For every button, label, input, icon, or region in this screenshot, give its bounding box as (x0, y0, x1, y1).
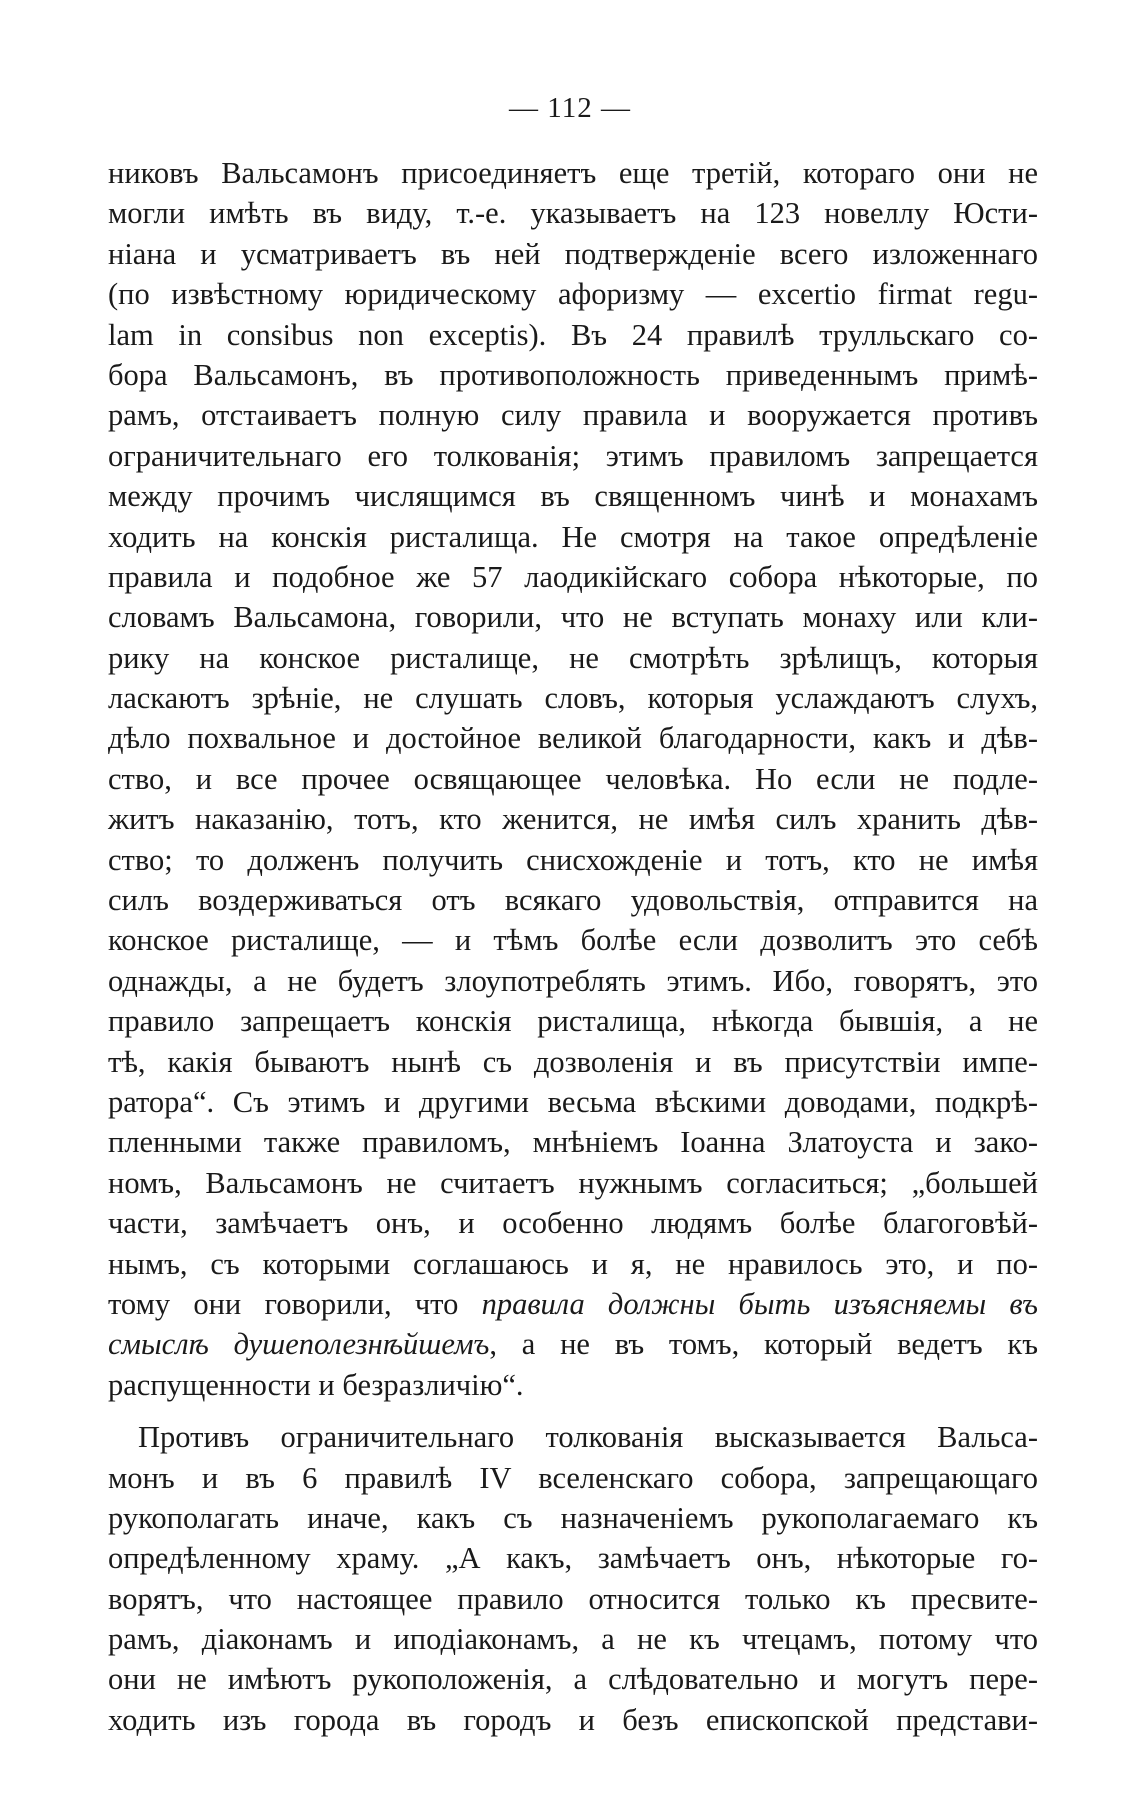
text-line (108, 1700, 1038, 1740)
text-run: ворятъ, что настоящее правило относится только къ пресвите- (108, 1581, 1038, 1616)
text-line (108, 1122, 1038, 1162)
text-line (108, 1001, 1038, 1041)
text-line (108, 759, 1038, 799)
paragraph-gap (108, 1405, 1038, 1417)
text-run: правило запрещаетъ конскія ристалища, нѣкогда бывшія, а не (108, 1004, 1038, 1039)
text-line (108, 920, 1038, 960)
text-line (108, 1082, 1038, 1122)
text-line (108, 1365, 1038, 1405)
text-run: опредѣленному храму. „А какъ, замѣчаетъ онъ, нѣкоторые го- (108, 1541, 1038, 1576)
text-line (108, 1163, 1038, 1203)
text-line (108, 1458, 1038, 1498)
text-line (108, 153, 1038, 193)
text-run: силъ воздерживаться отъ всякаго удовольствія, отправится на (108, 883, 1038, 918)
text-run: нымъ, съ которыми соглашаюсь и я, не нравилось это, и по- (108, 1246, 1038, 1281)
italic-phrase: правила должны быть изъясняемы въ (481, 1286, 1038, 1321)
text-run: пленными также правиломъ, мнѣніемъ Іоанна Златоуста и зако- (108, 1125, 1038, 1160)
text-run: никовъ Вальсамонъ присоединяетъ еще третій, котораго они не (108, 156, 1038, 190)
text-line (108, 840, 1038, 880)
body-text (108, 153, 1038, 1740)
text-line (108, 597, 1038, 637)
text-line (108, 799, 1038, 839)
text-line (108, 234, 1038, 274)
text-line (108, 1538, 1038, 1578)
text-run: они не имѣютъ рукоположенія, а слѣдовательно и могутъ пере- (108, 1662, 1038, 1697)
text-line (108, 638, 1038, 678)
text-line (108, 436, 1038, 476)
text-line (108, 1579, 1038, 1619)
text-line (108, 678, 1038, 718)
page-number: — 112 — (509, 92, 631, 124)
text-run: части, замѣчаетъ онъ, и особенно людямъ болѣе благоговѣй- (108, 1206, 1038, 1241)
text-run: могли имѣть въ виду, т.-е. указываетъ на 123 новеллу Юсти- (108, 196, 1038, 231)
text-run: рамъ, отстаиваетъ полную силу правила и вооружается противъ (108, 398, 1038, 433)
text-line (108, 193, 1038, 233)
text-line (108, 1619, 1038, 1659)
text-run: тѣ, какія бываютъ нынѣ съ дозволенія и въ присутствіи импе- (108, 1044, 1038, 1079)
text-line (108, 961, 1038, 1001)
text-run: рукополагать иначе, какъ съ назначеніемъ рукополагаемаго къ (108, 1500, 1038, 1535)
text-run: ратора“. Съ этимъ и другими весьма вѣскими доводами, подкрѣ- (108, 1084, 1038, 1119)
text-line (108, 476, 1038, 516)
text-line (108, 1203, 1038, 1243)
text-line (108, 274, 1038, 314)
text-line (108, 1284, 1038, 1324)
text-run: житъ наказанію, тотъ, кто женится, не имѣя силъ хранить дѣв- (108, 802, 1038, 837)
text-line (108, 315, 1038, 355)
text-line (108, 557, 1038, 597)
text-run: lam in consibus non exceptis). Въ 24 правилѣ трулльскаго со- (108, 317, 1038, 352)
text-run: ходить изъ города въ городъ и безъ епископской представи- (108, 1702, 1038, 1737)
text-line (108, 1417, 1038, 1457)
text-line (108, 1659, 1038, 1699)
text-line (108, 1498, 1038, 1538)
text-run: распущенности и безразличію“. (108, 1367, 524, 1402)
text-run: тому они говорили, что (108, 1286, 482, 1321)
text-run: словамъ Вальсамона, говорили, что не вступать монаху или кли- (108, 600, 1038, 635)
text-run: номъ, Вальсамонъ не считаетъ нужнымъ согласиться; „большей (108, 1165, 1038, 1200)
text-run: однажды, а не будетъ злоупотреблять этимъ. Ибо, говорятъ, это (108, 963, 1038, 998)
text-run: ство; то долженъ получить снисхожденіе и тотъ, кто не имѣя (108, 842, 1038, 877)
text-line (108, 355, 1038, 395)
text-run: ласкаютъ зрѣніе, не слушать словъ, которыя услаждаютъ слухъ, (108, 681, 1038, 716)
text-line (108, 1042, 1038, 1082)
text-run: ніана и усматриваетъ въ ней подтвержденіе всего изложеннаго (108, 236, 1038, 271)
text-run: правила и подобное же 57 лаодикійскаго собора нѣкоторые, по (108, 559, 1038, 594)
text-run: дѣло похвальное и достойное великой благодарности, какъ и дѣв- (108, 721, 1038, 756)
text-run: ство, и все прочее освящающее человѣка. Но если не подле- (108, 761, 1038, 796)
text-line (108, 880, 1038, 920)
text-run: Противъ ограничительнаго толкованія высказывается Вальса- (138, 1420, 1038, 1455)
text-run: рику на конское ристалище, не смотрѣть зрѣлищъ, которыя (108, 640, 1038, 675)
text-run: между прочимъ числящимся въ священномъ чинѣ и монахамъ (108, 479, 1038, 514)
text-run: монъ и въ 6 правилѣ IV вселенскаго собора, запрещающаго (108, 1460, 1038, 1495)
text-line (108, 517, 1038, 557)
text-run: ограничительнаго его толкованія; этимъ правиломъ запрещается (108, 438, 1038, 473)
text-line (108, 395, 1038, 435)
text-run: , а не въ томъ, который ведетъ къ (489, 1327, 1038, 1362)
italic-phrase: смыслѣ душеполезнѣйшемъ (108, 1327, 490, 1362)
text-line (108, 1324, 1038, 1364)
text-run: ходить на конскія ристалища. Не смотря на такое опредѣленіе (108, 519, 1038, 554)
text-line (108, 1244, 1038, 1284)
text-run: бора Вальсамонъ, въ противоположность приведеннымъ примѣ- (108, 357, 1038, 392)
text-run: конское ристалище, — и тѣмъ болѣе если дозволитъ это себѣ (108, 923, 1038, 958)
text-line (108, 718, 1038, 758)
text-run: (по извѣстному юридическому афоризму — excertio firmat regu- (108, 277, 1038, 312)
text-run: рамъ, діаконамъ и иподіаконамъ, а не къ чтецамъ, потому что (108, 1622, 1038, 1657)
